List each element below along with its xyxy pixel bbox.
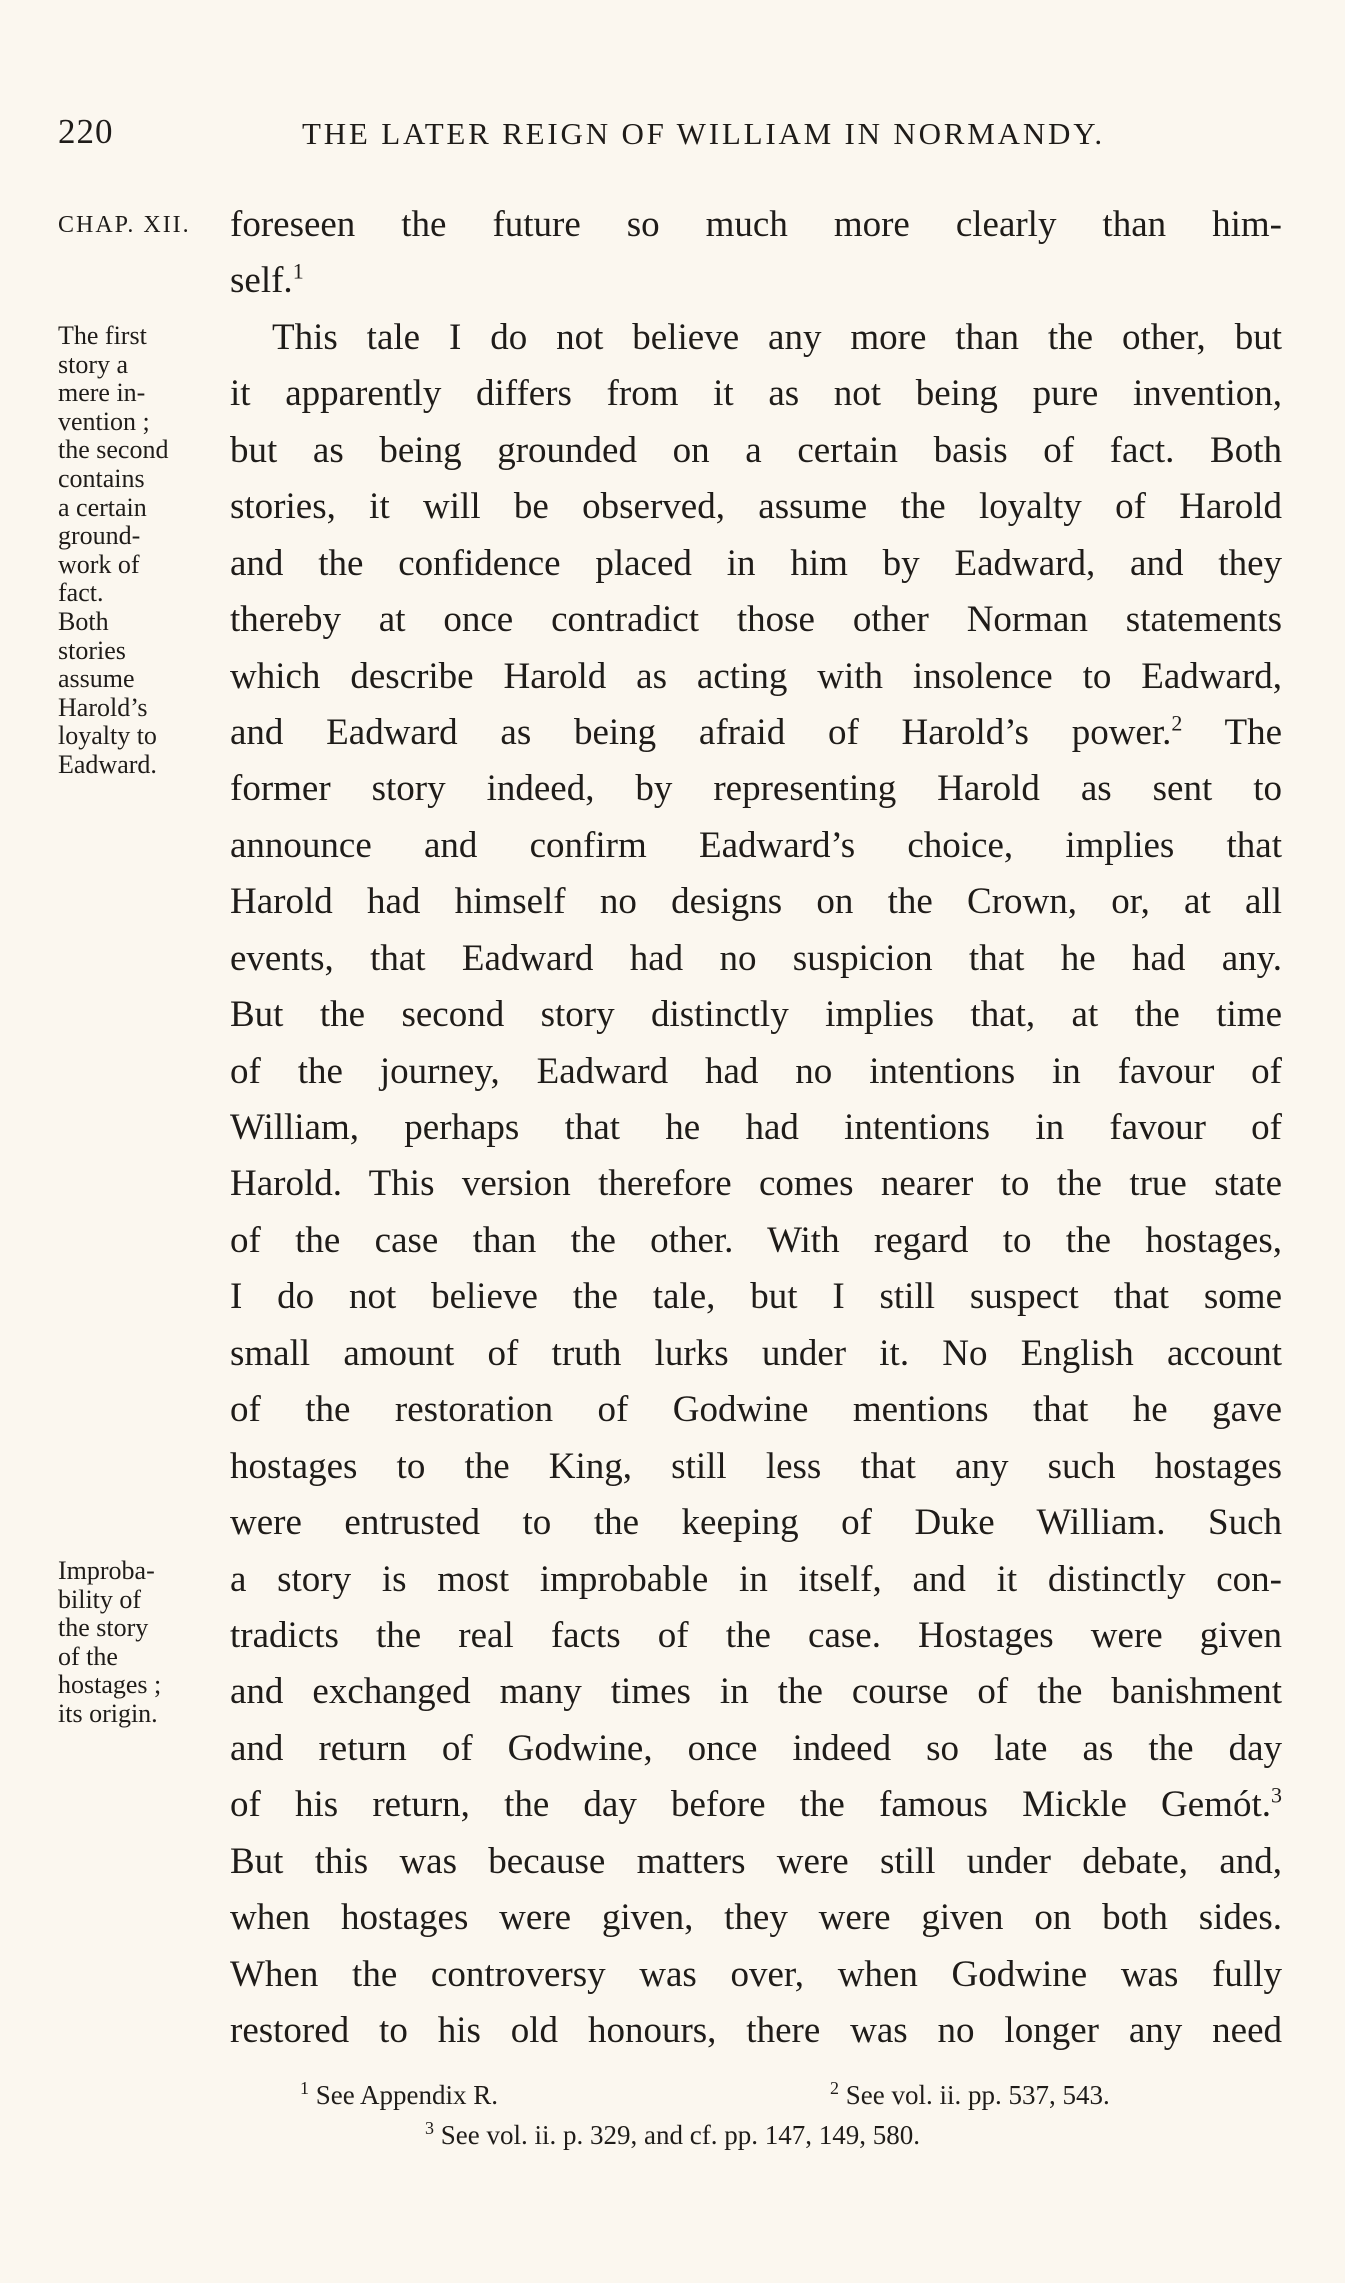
footnote-ref[interactable]: 1 [292, 259, 304, 285]
text-line: of his return, the day before the famous Mickle Gemót.$^3$ [230, 1782, 1282, 1826]
margin-note-hostages: Improba- bility of the story of the hostages ; its origin. [58, 1556, 162, 1728]
footnote-3: $^3$ See vol. ii. p. 329, and cf. pp. 147, 149, 580. [425, 2118, 920, 2150]
text-line: restored to his old honours, there was no longer any need [230, 2010, 1282, 2051]
text-line: a story is most improbable in itself, and it distinctly con- [230, 1558, 1282, 1600]
body-text [230, 197, 1282, 2059]
text-line: When the controversy was over, when Godwine was fully [230, 1953, 1282, 1995]
text-line: were entrusted to the keeping of Duke William. Such [230, 1502, 1282, 1544]
text-line: when hostages were given, they were given on both sides. [230, 1897, 1282, 1939]
text-line: and return of Godwine, once indeed so late as the day [230, 1727, 1282, 1769]
text-line: which describe Harold as acting with insolence to Eadward, [230, 655, 1282, 697]
text-line: and exchanged many times in the course of the banishment [230, 1671, 1282, 1713]
page-header [58, 112, 1218, 162]
margin-note-first-story: The first story a mere in- vention ; the second contains a certain ground- work of fact. Both stories assume Harold’s loyalty to Eadward. [58, 321, 169, 779]
chapter-marker: CHAP. XII. [58, 212, 191, 238]
page-number: 220 [58, 112, 114, 151]
text-line: But this was because matters were still under debate, and, [230, 1840, 1282, 1882]
text-line: and the confidence placed in him by Eadward, and they [230, 542, 1282, 584]
text-line: but as being grounded on a certain basis of fact. Both [230, 429, 1282, 471]
text-line: tradicts the real facts of the case. Hostages were given [230, 1614, 1282, 1656]
footnote-2: $^2$ See vol. ii. pp. 537, 543. [830, 2078, 1110, 2110]
running-title: THE LATER REIGN OF WILLIAM IN NORMANDY. [302, 116, 1105, 151]
text-line: hostages to the King, still less that any such hostages [230, 1445, 1282, 1487]
text-line: announce and confirm Eadward’s choice, implies that [230, 824, 1282, 866]
text-line: self.$^1$ [230, 259, 304, 302]
text-line: small amount of truth lurks under it. No English account [230, 1332, 1282, 1374]
text-line: Harold. This version therefore comes nearer to the true state [230, 1163, 1282, 1205]
text-line: Harold had himself no designs on the Crown, or, at all [230, 881, 1282, 923]
text-line: I do not believe the tale, but I still suspect that some [230, 1276, 1282, 1318]
text-line: of the journey, Eadward had no intentions in favour of [230, 1050, 1282, 1092]
text-line: and Eadward as being afraid of Harold’s power.$^2$ The [230, 710, 1282, 753]
text-line: events, that Eadward had no suspicion that he had any. [230, 937, 1282, 979]
text-line: thereby at once contradict those other Norman statements [230, 599, 1282, 641]
footnote-ref[interactable]: 2 [1171, 710, 1183, 736]
text-line: William, perhaps that he had intentions in favour of [230, 1107, 1282, 1148]
text-line: But the second story distinctly implies that, at the time [230, 994, 1282, 1036]
text-line: it apparently differs from it as not being pure invention, [230, 373, 1282, 415]
text-line: of the case than the other. With regard to the hostages, [230, 1219, 1282, 1261]
text-line: stories, it will be observed, assume the loyalty of Harold [230, 486, 1282, 528]
footnote-1: $^1$ See Appendix R. [300, 2078, 498, 2110]
text-line: This tale I do not believe any more than the other, but [272, 316, 1282, 358]
text-line: of the restoration of Godwine mentions that he gave [230, 1389, 1282, 1431]
footnote-ref[interactable]: 3 [1271, 1782, 1282, 1808]
text-line: foreseen the future so much more clearly than him- [230, 204, 1282, 245]
text-line: former story indeed, by representing Harold as sent to [230, 768, 1282, 810]
